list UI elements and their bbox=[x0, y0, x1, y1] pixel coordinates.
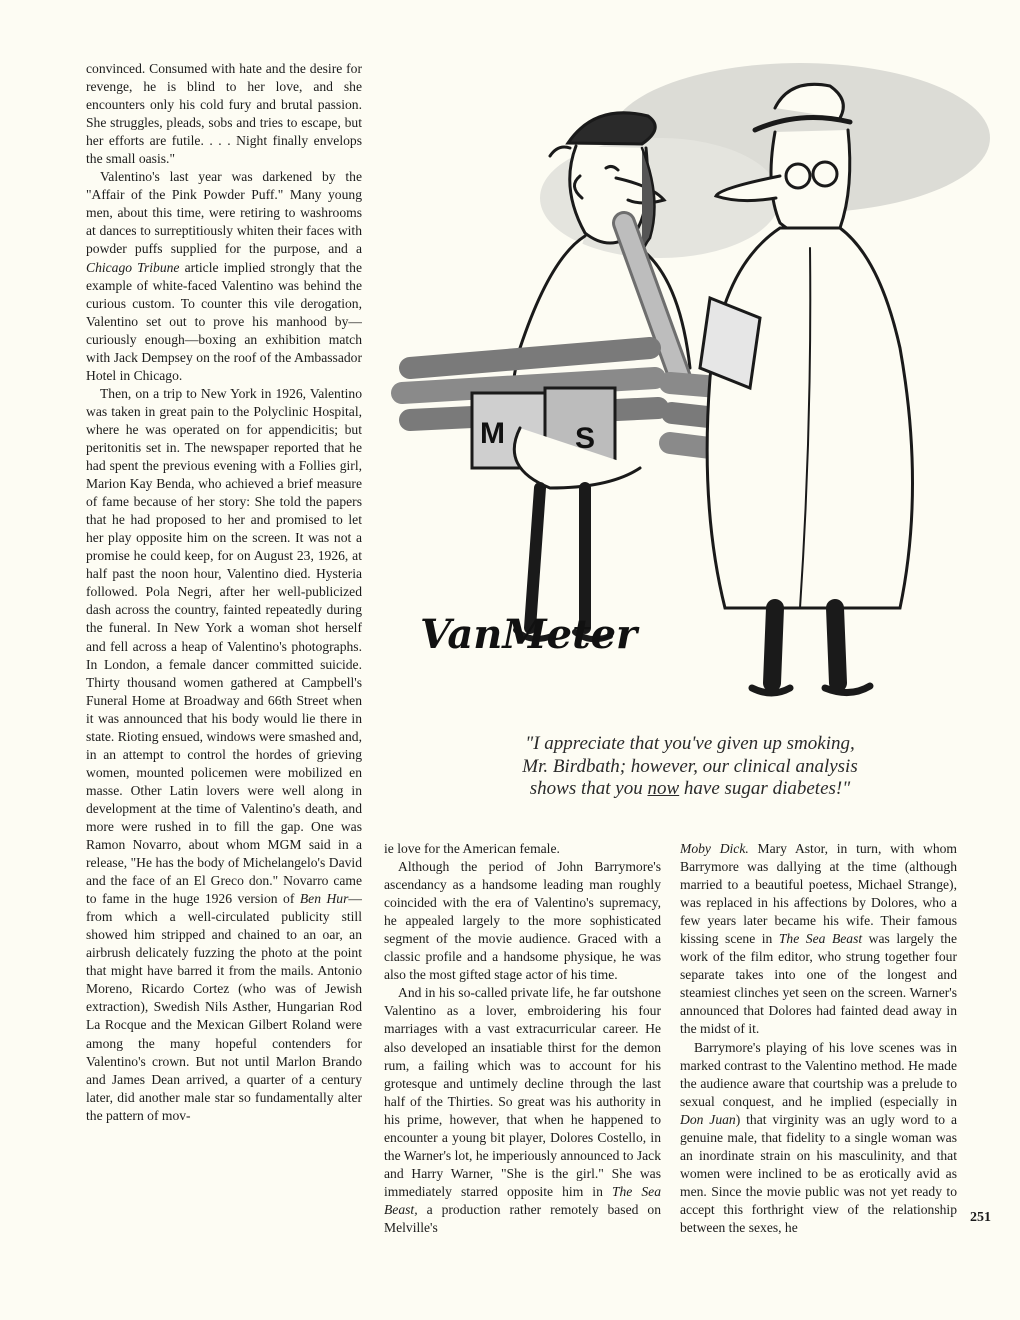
article-column-3 bbox=[680, 840, 957, 1238]
film-title: The Sea Beast, bbox=[384, 1183, 661, 1217]
newspaper-title: Chicago Tribune bbox=[86, 259, 180, 275]
paragraph: Valentino's last year was darkened by the "Affair of the Pink Powder Puff." Many young men, about this time, were retiring to washrooms at dances to surreptitiously whiten their faces with powder puffs supplied for the purpose, and a Chicago Tribune article implied strongly that the example of white-faced Valentino was behind the curious custom. To counter this vile derogation, Valentino set out to prove his manhood by—curiously enough—boxing an exhibition match with Jack Dempsey on the roof of the Ambassador Hotel in Chicago. bbox=[86, 169, 362, 383]
paragraph: And in his so-called private life, he far outshone Valentino as a lover, embroidering his four marriages with a vast extracurricular career. He also developed an insatiable thirst for the demon rum, a failing which was to account for his grotesque and untimely decline through the last half of the Thirties. So great was his authority in his prime, however, that when he happened to encounter a young bit player, Dolores Costello, in the Warner's lot, he imperiously announced to Jack and Harry Warner, "She is the girl." She was immediately starred opposite him in The Sea Beast, a production rather remotely based on Melville's bbox=[384, 985, 661, 1235]
box-label: M bbox=[480, 417, 505, 450]
film-title: Don Juan bbox=[680, 1111, 736, 1127]
box-label: S bbox=[575, 422, 596, 455]
book-title: Moby Dick. bbox=[680, 841, 749, 856]
artist-signature: VanMeter bbox=[420, 611, 638, 658]
paragraph: ie love for the American female. bbox=[384, 841, 560, 856]
page-number: 251 bbox=[970, 1210, 991, 1225]
paragraph: Although the period of John Barrymore's ascendancy as a handsome leading man roughly coincided with the era of Valentino's supremacy, he appealed largely to the more sophisticated segment of the movie audience. Graced with a classic profile and a handsome physique, he was also the most gifted stage actor of his time. bbox=[384, 859, 661, 983]
cartoon-caption: "I appreciate that you've given up smoking, Mr. Birdbath; however, our clinical analysis shows that you now have sugar diabetes!" bbox=[522, 733, 858, 799]
cartoon-illustration bbox=[380, 48, 1000, 728]
article-column-2 bbox=[384, 840, 661, 1238]
film-title: The Sea Beast bbox=[778, 931, 863, 947]
film-title: Ben Hur bbox=[299, 891, 349, 907]
paragraph: Moby Dick. Mary Astor, in turn, with whom Barrymore was dallying at the time (although married to a beautiful poetess, Michael Strange), was replaced in his affections by Dolores, who a few years later became his wife. Their famous kissing scene in The Sea Beast was largely the work of the film editor, who strung together four separate takes into one of the longest and steamiest clinches yet seen on the screen. Warner's announced that Dolores had fainted dead away in the midst of it. bbox=[680, 841, 957, 1037]
article-column-1 bbox=[86, 60, 362, 1235]
paragraph: Barrymore's playing of his love scenes was in marked contrast to the Valentino method. He made the audience aware that courtship was a prelude to sexual conquest, and he implied (especially in Don Juan) that virginity was an ugly word to a genuine male, that fidelity to a single woman was an inordinate strain on his masculinity, and that women were inclined to be as erotically avid as men. Since the movie public was not yet ready to accept this forthright view of the relationship between the sexes, he bbox=[680, 1039, 957, 1235]
paragraph: convinced. Consumed with hate and the desire for revenge, he is blind to her love, and she encounters only his cold fury and brutal passion. She struggles, pleads, sobs and tries to escape, but her efforts are futile. . . . Night finally envelops the small oasis." bbox=[86, 61, 362, 167]
paragraph: Then, on a trip to New York in 1926, Valentino was taken in great pain to the Polyclinic Hospital, where he was operated on for appendicitis; but peritonitis set in. The newspaper reported that he had spent the previous evening with a Follies girl, Marion Kay Benda, who achieved a brief measure of fame because of her story: She told the papers that he had proposed to her and promised to let her play opposite him on the screen. It was not a promise he could keep, for on August 23, 1926, at half past the noon hour, Valentino died. Hysteria followed. Pola Negri, after her well-publicized dash across the country, fainted repeatedly during the funeral. In New York a woman shot herself and fell across a heap of Valentino's photographs. In London, a female dancer committed suicide. Thirty thousand women gathered at Campbell's Funeral Home at Broadway and 66th Street when it was announced that his body would lie there in state. Rioting ensued, windows were smashed and, in an attempt to control the hordes of grieving women, mounted policemen were mobilized en masse. Other Latin lovers were well along in development at the time of Valentino's death, and more were rushed in to fill the gap. One was Ramon Novarro, about whom MGM said in a release, "He has the body of Michelangelo's David and the face of an El Greco don." Novarro came to fame in the huge 1926 version of Ben Hur—from which a well-circulated publicity still showed him stripped and chained to an oar, an airbrush delicately fuzzing the photo at the point that might have barred it from the mails. Antonio Moreno, Ricardo Cortez (who was of Jewish extraction), Swedish Nils Asther, Hungarian Rod La Rocque and the Mexican Gilbert Roland were among the many hopeful contenders for Valentino's crown. But not until Marlon Brando and James Dean arrived, a quarter of a century later, did another male star so fundamentally alter the pattern of mov- bbox=[86, 385, 362, 1123]
